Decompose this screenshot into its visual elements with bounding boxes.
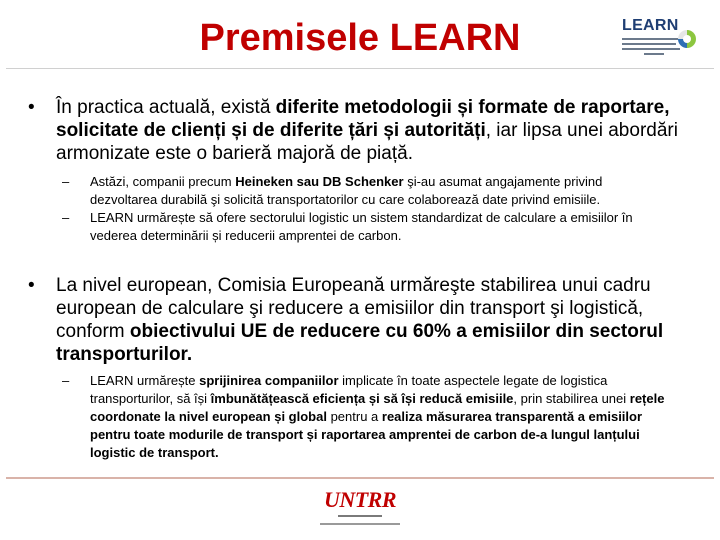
learn-logo — [614, 14, 694, 58]
logo-circle-icon — [678, 30, 696, 48]
bullet-marker: • — [28, 97, 35, 118]
sub-bullet-1-2 — [62, 209, 672, 245]
bullet-2 — [28, 274, 678, 366]
footer-divider — [6, 477, 714, 479]
slide-title: Premisele LEARN — [199, 17, 521, 59]
sub-bullet-text: Astăzi, companii precum Heineken sau DB Schenker şi-au asumat angajamente privind dezvoltarea durabilă şi solicită transportatorilor cu care colaborează date privind emisiile. — [90, 174, 603, 207]
sub-bullet-1-1 — [62, 173, 672, 209]
sub-bullet-2-1 — [62, 372, 672, 462]
learn-logo-text: LEARN — [622, 17, 679, 34]
sub-bullet-marker: – — [62, 174, 70, 189]
title-divider — [6, 68, 714, 69]
logo-tagline-mark — [644, 53, 664, 55]
logo-tagline-mark — [622, 38, 682, 40]
bullet-marker: • — [28, 275, 35, 296]
footer-logo-caption-mark — [338, 515, 382, 517]
bullet-text: În practica actuală, există diferite metodologii și formate de raportare, solicitate de clienți și de diferite țări și autorități, iar lipsa unei abordări armonizate este o barieră majoră de piață. — [56, 97, 678, 164]
bullet-1 — [28, 96, 678, 165]
sub-bullet-text: LEARN urmărește să ofere sectorului logistic un sistem standardizat de calculare a emisiilor în vederea determinării și reducerii amprentei de carbon. — [90, 210, 633, 243]
bullet-text: La nivel european, Comisia Europeană urmăreşte stabilirea unui cadru european de calculare şi reducere a emisiilor din transport şi logistică, conform obiectivului UE de reducere cu 60% a emisiilor din sectorul transporturilor. — [56, 275, 664, 365]
sub-bullet-marker: – — [62, 373, 70, 388]
logo-tagline-mark — [622, 43, 676, 45]
logo-tagline-mark — [622, 48, 680, 50]
untrr-logo-text: UNTRR — [323, 487, 397, 512]
footer-logo-caption-mark — [320, 523, 400, 525]
sub-bullet-marker: – — [62, 210, 70, 225]
sub-bullet-text: LEARN urmărește sprijinirea companiilor implicate în toate aspectele legate de logistica transporturilor, să își îmbunătățească eficiența și să își reducă emisiile, prin stabilirea unei rețele coordonate la nivel european și global pentru a realiza măsurarea transparentă a emisiilor pentru toate modurile de transport și raportarea amprentei de carbon de-a lungul lanțului logistic de transport. — [90, 373, 665, 460]
untrr-logo — [300, 488, 420, 534]
